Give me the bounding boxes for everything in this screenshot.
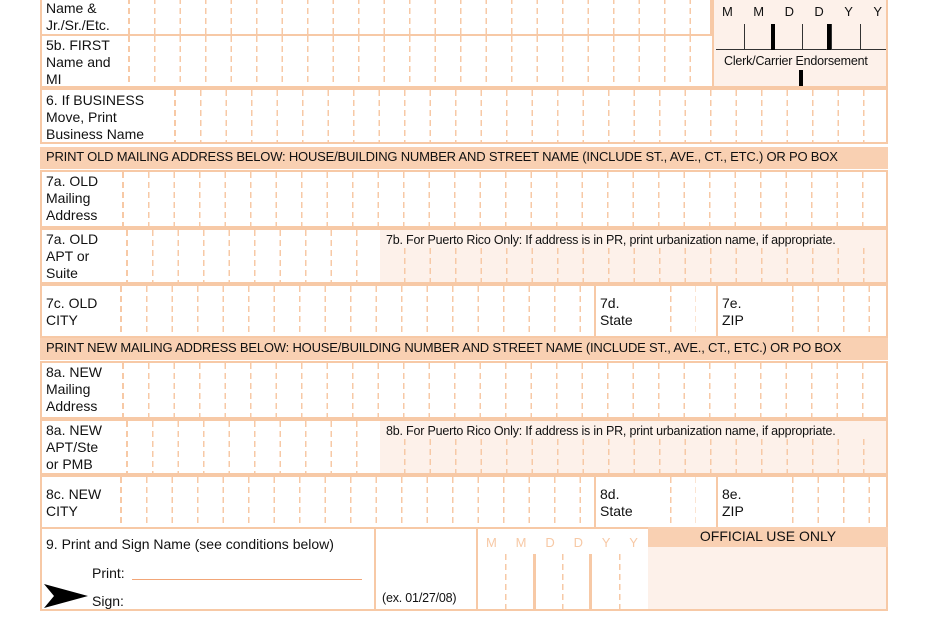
date-divider-1 — [771, 24, 775, 50]
new-apt-input[interactable] — [126, 421, 378, 473]
date-letter-y2: Y — [873, 4, 882, 19]
sig-date-letter-d1: D — [545, 535, 555, 550]
signature-date-input[interactable] — [478, 554, 646, 609]
old-address-header: PRINT OLD MAILING ADDRESS BELOW: HOUSE/BUILDING NUMBER AND STREET NAME (INCLUDE ST., AVE., CT., ETC.) OR PO BOX — [40, 147, 888, 169]
sig-date-letter-d2: D — [573, 535, 583, 550]
old-apt-label: 7a. OLD APT or Suite — [46, 231, 99, 281]
date-letter-m1: M — [722, 4, 733, 19]
new-address-label: 8a. NEW Mailing Address — [46, 364, 103, 414]
clerk-endorsement-label: Clerk/Carrier Endorsement — [724, 54, 868, 68]
old-zip-label: 7e. ZIP — [722, 295, 744, 328]
new-zip-label: 8e. ZIP — [722, 486, 744, 519]
sign-label: Sign: — [92, 593, 124, 609]
sig-date-letter-m1: M — [486, 535, 497, 550]
new-state-input[interactable] — [646, 477, 696, 527]
old-address-input[interactable] — [122, 172, 886, 226]
new-apt-label: 8a. NEW APT/Ste or PMB — [46, 422, 103, 472]
new-address-header: PRINT NEW MAILING ADDRESS BELOW: HOUSE/BUILDING NUMBER AND STREET NAME (INCLUDE ST., AVE., CT., ETC.) OR PO BOX — [40, 338, 888, 360]
old-urbanization-input[interactable] — [380, 248, 886, 282]
business-name-label: 6. If BUSINESS Move, Print Business Name — [46, 92, 145, 142]
print-name-input[interactable] — [132, 579, 362, 580]
new-urbanization-label: 8b. For Puerto Rico Only: If address is in PR, print urbanization name, if appropriate. — [386, 424, 836, 438]
old-urbanization-label: 7b. For Puerto Rico Only: If address is in PR, print urbanization name, if appropriate. — [386, 233, 836, 247]
new-address-input[interactable] — [122, 363, 886, 417]
sig-date-letter-y2: Y — [629, 535, 638, 550]
date-letter-d1: D — [784, 4, 794, 19]
new-city-input[interactable] — [120, 477, 594, 527]
old-city-input[interactable] — [120, 286, 594, 336]
signature-date-divider — [374, 529, 376, 609]
date-stamp-letters — [722, 4, 882, 20]
official-use-label: OFFICIAL USE ONLY — [699, 528, 837, 544]
date-example-label: (ex. 01/27/08) — [382, 591, 457, 605]
old-city-label: 7c. OLD CITY — [46, 295, 98, 328]
new-zip-divider — [716, 477, 718, 527]
old-zip-input[interactable] — [768, 286, 886, 336]
new-state-divider — [594, 477, 596, 527]
old-zip-divider — [716, 286, 718, 336]
first-name-input[interactable] — [128, 36, 712, 86]
arrow-icon — [44, 582, 88, 608]
print-label: Print: — [92, 565, 125, 581]
date-letter-y1: Y — [844, 4, 853, 19]
date-divider-2 — [827, 24, 831, 50]
old-state-input[interactable] — [646, 286, 696, 336]
sig-date-letter-m2: M — [515, 535, 527, 550]
signature-date-letters — [486, 535, 638, 551]
last-name-label: Name & Jr./Sr./Etc. — [46, 0, 110, 33]
official-use-area — [648, 547, 886, 609]
sig-date-letter-y1: Y — [601, 535, 611, 550]
new-city-label: 8c. NEW CITY — [46, 486, 102, 519]
sig-date-divider-1 — [533, 554, 536, 609]
last-name-input[interactable] — [128, 0, 710, 34]
sig-date-divider-2 — [589, 554, 592, 609]
old-state-divider — [594, 286, 596, 336]
sign-name-input[interactable] — [132, 608, 362, 609]
old-apt-input[interactable] — [126, 230, 378, 282]
new-state-label: 8d. State — [600, 486, 633, 519]
date-letter-d2: D — [814, 4, 824, 19]
new-urbanization-input[interactable] — [380, 439, 886, 473]
old-state-label: 7d. State — [600, 295, 633, 328]
date-stamp-cells[interactable] — [716, 24, 886, 50]
business-name-input[interactable] — [174, 90, 886, 142]
endorsement-tick — [799, 70, 803, 86]
date-letter-m2: M — [753, 4, 765, 19]
old-address-label: 7a. OLD Mailing Address — [46, 173, 99, 223]
signature-label: 9. Print and Sign Name (see conditions below) — [46, 536, 334, 552]
first-name-label: 5b. FIRST Name and MI — [46, 37, 111, 87]
new-zip-input[interactable] — [768, 477, 886, 527]
